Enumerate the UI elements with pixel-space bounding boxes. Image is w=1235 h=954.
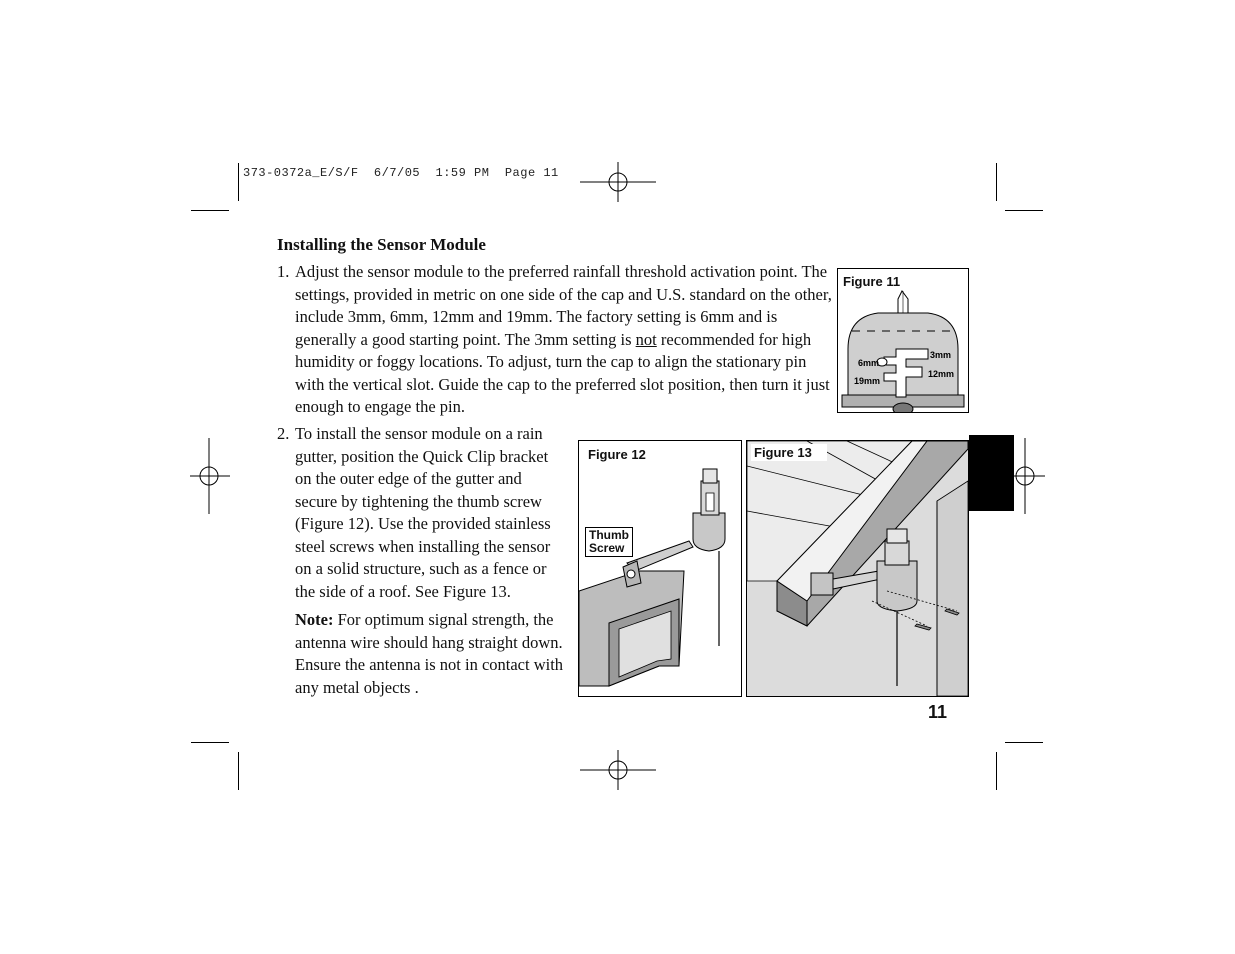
section-tab [969, 435, 1014, 511]
emphasis-not: not [635, 329, 657, 349]
registration-mark-icon [578, 750, 658, 794]
page-number: 11 [928, 702, 948, 722]
step-text: Adjust the sensor module to the preferred rainfall threshold activation point. The settings, provided in metric on one side of the cap and U.S. standard on the other, include 3mm, 6mm, 12mm and 19mm. The factory setting is 6mm and is generally a good starting point. The 3mm setting is not recommended for high humidity or foggy locations. To adjust, turn the cap to align the stationary pin with the vertical slot. Guide the cap to the preferred slot position, then turn it just enough to engage the pin. [295, 262, 832, 416]
step-number: 2. [277, 424, 290, 443]
mark-3mm: 3mm [930, 350, 952, 360]
section-heading: Installing the Sensor Module [277, 235, 486, 254]
figure-13-label: Figure 13 [751, 444, 827, 461]
roof-mount-illustration [747, 441, 968, 696]
mark-19mm: 19mm [854, 376, 881, 386]
registration-mark-icon [188, 436, 232, 516]
gutter-mount-illustration [579, 441, 741, 696]
figure-12-label: Figure 12 [585, 446, 649, 463]
registration-mark-icon [578, 160, 658, 204]
thumb-screw-callout: Thumb Screw [585, 527, 633, 557]
sensor-cap-illustration [838, 269, 968, 412]
figure-11-label: Figure 11 [840, 273, 903, 290]
note: Note: For optimum signal strength, the antenna wire should hang straight down. Ensure the antenna is not in contact with any metal objects . [295, 610, 564, 697]
step-number: 1. [277, 262, 290, 281]
step-2 [277, 423, 567, 699]
note-label: Note: [295, 610, 334, 629]
figure-13 [746, 440, 969, 697]
mark-12mm: 12mm [928, 369, 955, 379]
printer-slug: 373-0372a_E/S/F 6/7/05 1:59 PM Page 11 [243, 166, 559, 180]
figure-11 [837, 268, 969, 413]
figure-12 [578, 440, 742, 697]
step-1 [277, 261, 837, 419]
mark-6mm: 6mm [858, 358, 880, 368]
step-text: To install the sensor module on a rain gutter, position the Quick Clip bracket on the outer edge of the gutter and secure by tightening the thumb screw (Figure 12). Use the provided stainless steel screws when installing the sensor on a solid structure, such as a fence or the side of a roof. See Figure 13. [295, 424, 551, 601]
